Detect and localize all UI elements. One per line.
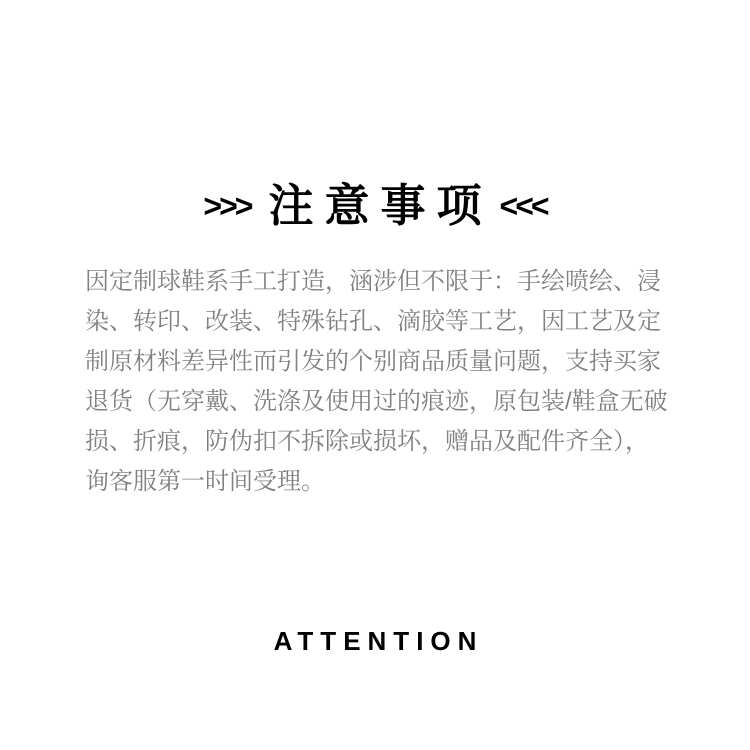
notice-paragraph	[85, 262, 675, 502]
notice-line: 因定制球鞋系手工打造，涵涉但不限于：手绘喷绘、浸	[85, 268, 661, 295]
triple-left-chevrons-icon: <<<	[499, 187, 547, 224]
notice-line: 询客服第一时间受理。	[85, 468, 325, 495]
notice-line: 制原材料差异性而引发的个别商品质量问题，支持买家	[85, 348, 661, 375]
attention-label: ATTENTION	[273, 626, 484, 656]
triple-right-chevrons-icon: >>>	[203, 187, 251, 224]
notice-line: 退货（无穿戴、洗涤及使用过的痕迹，原包装/鞋盒无破	[85, 388, 668, 415]
notice-line: 损、折痕，防伪扣不拆除或损坏，赠品及配件齐全），	[85, 428, 649, 455]
title-row	[0, 180, 750, 231]
notice-line: 染、转印、改装、特殊钻孔、滴胶等工艺，因工艺及定	[85, 308, 661, 335]
page-title: 注意事项	[268, 180, 493, 231]
